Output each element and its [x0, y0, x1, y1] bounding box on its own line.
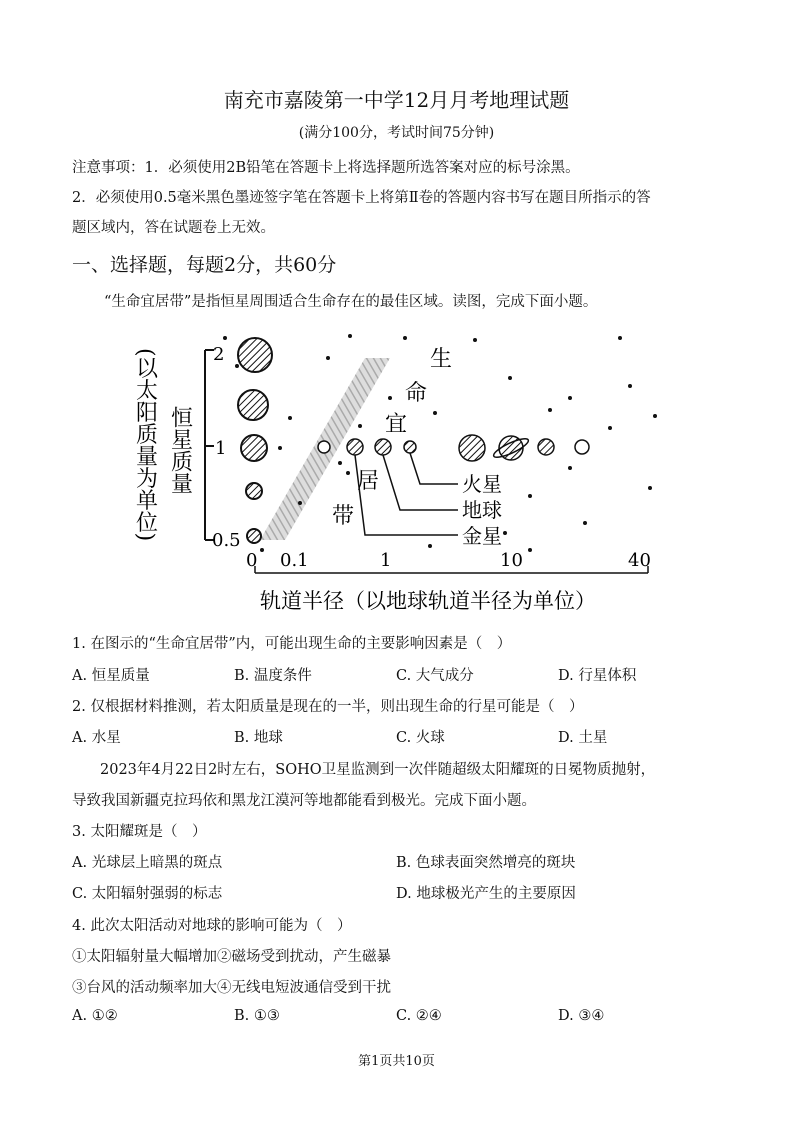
q2-option-c[interactable]: C. 火球	[396, 730, 445, 746]
note-line-1: 注意事项：1．必须使用2B铅笔在答题卡上将选择题所选答案对应的标号涂黑。	[72, 160, 580, 176]
q2-option-a[interactable]: A. 水星	[72, 730, 121, 746]
x-tick-40: 40	[628, 550, 651, 571]
q4-items-line-2: ③台风的活动频率加大④无线电短波通信受到干扰	[72, 980, 391, 996]
planet-mercury	[318, 441, 330, 453]
q3-option-b[interactable]: B. 色球表面突然增亮的斑块	[396, 855, 576, 871]
planet-mars	[404, 441, 416, 453]
planet-earth	[375, 439, 391, 455]
intro-solar-flare-1: 2023年4月22日2时左右，SOHO卫星监测到一次伴随超级太阳耀斑的日冕物质抛射，	[100, 762, 656, 778]
question-4-stem: 4. 此次太阳活动对地球的影响可能为（ ）	[72, 918, 352, 934]
planet-uranus	[538, 439, 554, 455]
x-tick-0-1: 0.1	[280, 550, 309, 571]
habitable-zone-figure	[100, 318, 700, 618]
planet-venus	[347, 439, 363, 455]
q1-option-c[interactable]: C. 大气成分	[396, 668, 474, 684]
y-tick-1: 1	[215, 438, 227, 459]
question-2-stem: 2. 仅根据材料推测，若太阳质量是现在的一半，则出现生命的行星可能是（ ）	[72, 699, 584, 715]
callout-venus: 金星	[462, 524, 502, 548]
band-label-char-4: 居	[357, 469, 380, 494]
intro-habitable-zone: “生命宜居带”是指恒星周围适合生命存在的最佳区域。读图，完成下面小题。	[104, 294, 598, 310]
y-tick-2: 2	[213, 344, 225, 365]
exam-subtitle: (满分100分，考试时间75分钟)	[298, 125, 495, 141]
page-title: 南充市嘉陵第一中学12月月考地理试题	[223, 88, 570, 112]
section-heading: 一、选择题，每题2分，共60分	[72, 254, 337, 276]
x-tick-1: 1	[380, 550, 392, 571]
question-1-stem: 1. 在图示的“生命宜居带”内，可能出现生命的主要影响因素是（ ）	[72, 636, 512, 652]
q1-option-b[interactable]: B. 温度条件	[234, 668, 312, 684]
q4-option-c[interactable]: C. ②④	[396, 1008, 442, 1024]
q2-option-d[interactable]: D. 土星	[558, 730, 608, 746]
star-2-solar-mass	[238, 338, 272, 372]
callout-mars: 火星	[462, 472, 502, 496]
question-3-stem: 3. 太阳耀斑是（ ）	[72, 824, 207, 840]
star-1-solar-mass	[241, 435, 267, 461]
q3-option-d[interactable]: D. 地球极光产生的主要原因	[396, 886, 576, 902]
x-tick-10: 10	[500, 550, 523, 571]
y-axis-label-outer: (以太阳质量为单位)	[132, 348, 158, 542]
q1-option-a[interactable]: A. 恒星质量	[72, 668, 150, 684]
band-label-char-1: 生	[430, 347, 453, 372]
x-tick-0: 0	[246, 550, 258, 571]
planet-saturn	[492, 435, 531, 460]
x-axis-label: 轨道半径（以地球轨道半径为单位）	[260, 589, 596, 613]
q4-items-line-1: ①太阳辐射量大幅增加②磁场受到扰动，产生磁暴	[72, 949, 391, 965]
y-axis-label-inner: 恒星质量	[167, 406, 193, 494]
q2-option-b[interactable]: B. 地球	[234, 730, 283, 746]
q3-option-a[interactable]: A. 光球层上暗黑的斑点	[72, 855, 223, 871]
callout-earth: 地球	[462, 498, 502, 522]
page-footer: 第1页共10页	[358, 1054, 435, 1069]
star-0-7-solar-mass	[246, 483, 262, 499]
q3-option-c[interactable]: C. 太阳辐射强弱的标志	[72, 886, 223, 902]
y-tick-0-5: 0.5	[212, 530, 241, 551]
q4-option-d[interactable]: D. ③④	[558, 1008, 605, 1024]
planet-neptune	[575, 440, 589, 454]
star-0-5-solar-mass	[247, 529, 261, 543]
note-line-2: 2．必须使用0.5毫米黑色墨迹签字笔在答题卡上将第Ⅱ卷的答题内容书写在题目所指示的答	[72, 190, 651, 206]
band-label-char-3: 宜	[385, 412, 408, 437]
note-line-3: 题区域内，答在试题卷上无效。	[72, 220, 275, 236]
q4-option-a[interactable]: A. ①②	[72, 1008, 118, 1024]
band-label-char-2: 命	[405, 381, 428, 406]
band-label-char-5: 带	[332, 504, 355, 529]
intro-solar-flare-2: 导致我国新疆克拉玛依和黑龙江漠河等地都能看到极光。完成下面小题。	[72, 793, 536, 809]
q4-option-b[interactable]: B. ①③	[234, 1008, 280, 1024]
planet-jupiter	[459, 435, 485, 461]
star-1-5-solar-mass	[238, 390, 268, 420]
q1-option-d[interactable]: D. 行星体积	[558, 668, 637, 684]
